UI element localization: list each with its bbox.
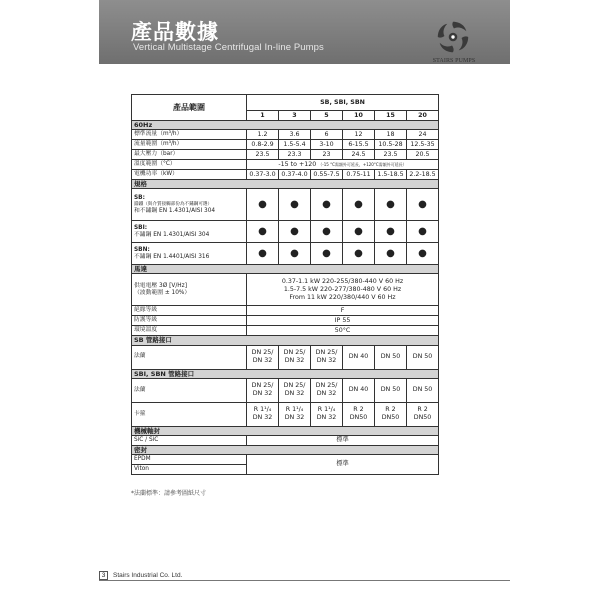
clamp-bottom: DN50 xyxy=(381,414,400,422)
cell: DN 25/ DN 32 xyxy=(311,345,343,369)
row-label: 標準流量（m³/h） xyxy=(132,130,247,140)
table-row xyxy=(132,140,439,150)
cell: 6-15.5 xyxy=(343,140,375,150)
company-name: Stairs Industrial Co. Ltd. xyxy=(113,572,183,579)
row-label: 電機功率（kW） xyxy=(132,170,247,180)
section-sb-connection: SB 管路接口 xyxy=(132,336,439,345)
table-row xyxy=(132,221,439,243)
cell: 0.8-2.9 xyxy=(247,140,279,150)
cell: 23.3 xyxy=(279,150,311,160)
dot-icon: ● xyxy=(343,189,375,221)
table-row xyxy=(132,189,439,221)
row-label: 卡箍 xyxy=(132,402,247,426)
material-desc: 和不鏽鋼 EN 1.4301/AISI 304 xyxy=(134,207,216,214)
dot-icon: ● xyxy=(311,189,343,221)
footnote: *法蘭標準：請參考圖紙尺寸 xyxy=(131,490,207,497)
temp-range-cell xyxy=(247,160,439,170)
model-header: 5 xyxy=(311,111,343,121)
cell: 標準 xyxy=(247,435,439,445)
cell: IP 55 xyxy=(247,316,439,326)
cell: 18 xyxy=(375,130,407,140)
page-subtitle: Vertical Multistage Centrifugal In-line Pumps xyxy=(133,42,324,53)
cell: DN 25/ DN 32 xyxy=(247,378,279,402)
dot-icon: ● xyxy=(247,243,279,265)
cell: 3-10 xyxy=(311,140,343,150)
dot-icon: ● xyxy=(247,221,279,243)
cell: 12.5-35 xyxy=(407,140,439,150)
material-desc: 鑄鐵（與介質接觸部份為不鏽鋼可選） xyxy=(134,201,213,207)
cell xyxy=(279,402,311,426)
section-60hz: 60Hz xyxy=(132,121,439,130)
cell: DN 50 xyxy=(407,345,439,369)
voltage-line: 0.37-1.1 kW 220-255/380-440 V 60 Hz xyxy=(281,278,404,286)
row-label: 溫度範圍（°C） xyxy=(132,160,247,170)
clamp-bottom: DN 32 xyxy=(316,414,337,422)
cell xyxy=(343,402,375,426)
cell: 0.37-3.0 xyxy=(247,170,279,180)
row-label: Viton xyxy=(132,464,247,474)
dot-icon: ● xyxy=(407,221,439,243)
cell: 0.37-4.0 xyxy=(279,170,311,180)
dot-icon: ● xyxy=(407,189,439,221)
material-code: SB: xyxy=(134,194,145,201)
cell xyxy=(311,402,343,426)
model-header: 15 xyxy=(375,111,407,121)
stairs-pumps-logo-icon xyxy=(434,18,472,56)
dot-icon: ● xyxy=(375,243,407,265)
dot-icon: ● xyxy=(279,189,311,221)
cell: 50°C xyxy=(247,326,439,336)
section-mechanical-seal: 機械軸封 xyxy=(132,426,439,435)
table-row xyxy=(132,130,439,140)
row-label: 流量範圍（m³/h） xyxy=(132,140,247,150)
cell: 12 xyxy=(343,130,375,140)
table-row xyxy=(132,435,439,445)
cell xyxy=(375,402,407,426)
cell: F xyxy=(247,306,439,316)
material-sb xyxy=(132,189,247,221)
table-row xyxy=(132,345,439,369)
cell: 23 xyxy=(311,150,343,160)
material-sbn xyxy=(132,243,247,265)
section-sbi-connection: SBI, SBN 管路接口 xyxy=(132,369,439,378)
clamp-top: R 1¹/₄ xyxy=(253,406,272,414)
cell: 1.2 xyxy=(247,130,279,140)
product-range-label: 產品範圍 xyxy=(132,95,247,121)
model-header: 1 xyxy=(247,111,279,121)
cell: 1.5-18.5 xyxy=(375,170,407,180)
logo-text: STAIRS PUMPS xyxy=(432,58,476,64)
row-label: 法蘭 xyxy=(132,378,247,402)
temp-note: （-15 °C需額外可延長，+120°C需額外可延長） xyxy=(318,161,407,167)
table-row xyxy=(132,454,439,464)
dot-icon: ● xyxy=(247,189,279,221)
cell: 20.5 xyxy=(407,150,439,160)
table-row xyxy=(132,402,439,426)
page-title: 產品數據 xyxy=(131,20,219,44)
voltage-line: 1.5-7.5 kW 220-277/380-480 V 60 Hz xyxy=(283,285,402,293)
table-row xyxy=(132,170,439,180)
cell: 6 xyxy=(311,130,343,140)
cell: 23.5 xyxy=(247,150,279,160)
cell: 0.55-7.5 xyxy=(311,170,343,180)
cell: 標準 xyxy=(247,454,439,474)
material-desc: 不鏽鋼 EN 1.4401/AISI 316 xyxy=(134,253,210,260)
dot-icon: ● xyxy=(375,221,407,243)
material-code: SBN: xyxy=(134,246,150,253)
row-label: 環境溫度 xyxy=(132,326,247,336)
dot-icon: ● xyxy=(279,221,311,243)
cell: DN 25/ DN 32 xyxy=(247,345,279,369)
series-label: SB, SBI, SBN xyxy=(247,95,439,111)
dot-icon: ● xyxy=(279,243,311,265)
cell: 1.5-5.4 xyxy=(279,140,311,150)
voltage-label-line: 供電電壓 3Ø [V/Hz] xyxy=(134,282,187,289)
table-row xyxy=(132,306,439,316)
section-gasket: 密封 xyxy=(132,445,439,454)
page-number: 3 xyxy=(99,571,108,580)
dot-icon: ● xyxy=(407,243,439,265)
row-label: 防護等級 xyxy=(132,316,247,326)
cell: DN 25/ DN 32 xyxy=(279,378,311,402)
cell: 0.75-11 xyxy=(343,170,375,180)
row-label: 法蘭 xyxy=(132,345,247,369)
cell: 24 xyxy=(407,130,439,140)
table-row xyxy=(132,150,439,160)
table-row xyxy=(132,378,439,402)
voltage-label-line: （波動範圍 ± 10%） xyxy=(134,289,191,296)
dot-icon: ● xyxy=(311,221,343,243)
clamp-top: R 2 xyxy=(353,406,364,414)
dot-icon: ● xyxy=(375,189,407,221)
material-code: SBI: xyxy=(134,224,148,231)
table-row xyxy=(132,316,439,326)
table-row xyxy=(132,160,439,170)
voltage-line: From 11 kW 220/380/440 V 60 Hz xyxy=(289,293,396,301)
row-label: SiC / SiC xyxy=(132,435,247,445)
clamp-top: R 2 xyxy=(385,406,396,414)
material-desc: 不鏽鋼 EN 1.4301/AISI 304 xyxy=(134,231,210,238)
cell: DN 25/ DN 32 xyxy=(311,378,343,402)
row-label: 絕緣等級 xyxy=(132,306,247,316)
material-sbi xyxy=(132,221,247,243)
cell xyxy=(407,402,439,426)
model-header: 3 xyxy=(279,111,311,121)
dot-icon: ● xyxy=(343,243,375,265)
row-label: EPDM xyxy=(132,454,247,464)
clamp-bottom: DN 32 xyxy=(284,414,305,422)
cell: DN 50 xyxy=(375,378,407,402)
cell: DN 25/ DN 32 xyxy=(279,345,311,369)
voltage-label xyxy=(132,274,247,306)
clamp-bottom: DN 32 xyxy=(252,414,273,422)
dot-icon: ● xyxy=(311,243,343,265)
cell xyxy=(247,402,279,426)
cell: DN 50 xyxy=(407,378,439,402)
clamp-top: R 1¹/₄ xyxy=(285,406,304,414)
cell: DN 50 xyxy=(375,345,407,369)
section-motor: 馬達 xyxy=(132,265,439,274)
dot-icon: ● xyxy=(343,221,375,243)
cell: DN 40 xyxy=(343,345,375,369)
clamp-bottom: DN50 xyxy=(349,414,368,422)
cell: DN 40 xyxy=(343,378,375,402)
clamp-top: R 2 xyxy=(417,406,428,414)
model-header: 20 xyxy=(407,111,439,121)
cell: 23.5 xyxy=(375,150,407,160)
footer-divider xyxy=(99,580,510,581)
voltage-values xyxy=(247,274,439,306)
cell: 10.5-28 xyxy=(375,140,407,150)
cell: 2.2-18.5 xyxy=(407,170,439,180)
clamp-top: R 1¹/₄ xyxy=(317,406,336,414)
temp-value: -15 to +120 xyxy=(278,160,317,168)
section-spec: 規格 xyxy=(132,180,439,189)
table-row xyxy=(132,326,439,336)
table-row xyxy=(132,243,439,265)
table-row xyxy=(132,274,439,306)
model-header: 10 xyxy=(343,111,375,121)
cell: 24.5 xyxy=(343,150,375,160)
clamp-bottom: DN50 xyxy=(413,414,432,422)
product-data-table xyxy=(131,94,439,475)
row-label: 最大壓力（bar） xyxy=(132,150,247,160)
cell: 3.6 xyxy=(279,130,311,140)
